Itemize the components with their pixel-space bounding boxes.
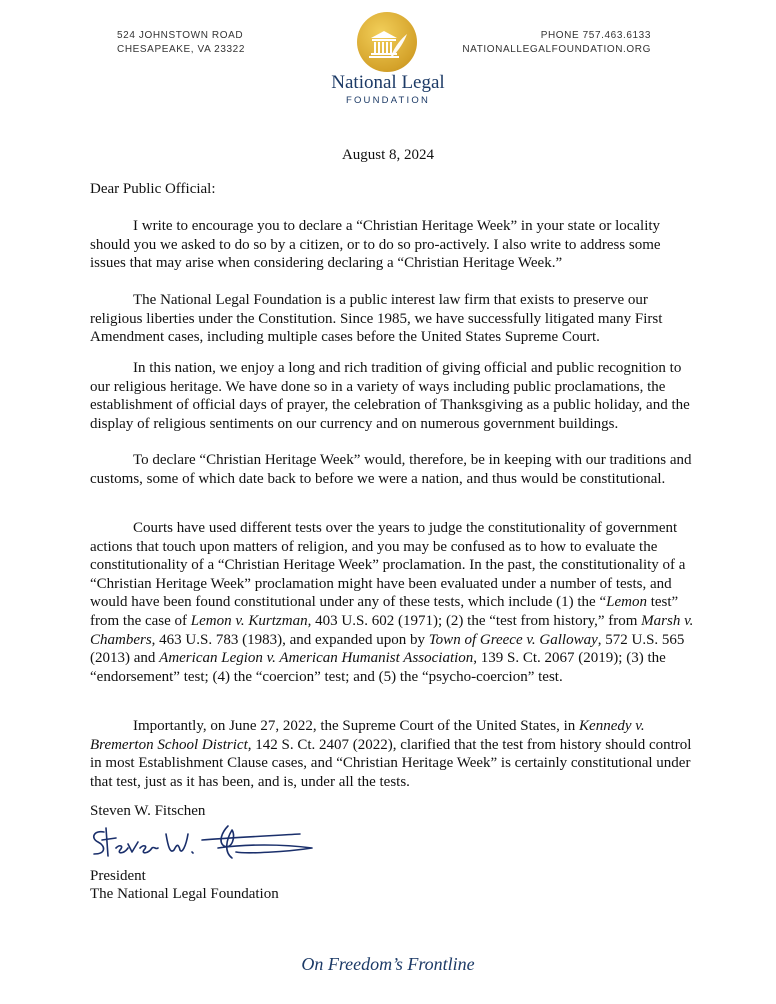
website-url: NATIONALLEGALFOUNDATION.ORG	[462, 44, 651, 55]
signatory-organization: The National Legal Foundation	[90, 886, 279, 902]
case-name: Lemon	[606, 594, 647, 611]
organization-subtitle: FOUNDATION	[345, 95, 431, 106]
letter-date: August 8, 2024	[341, 147, 435, 163]
signatory-title: President	[90, 868, 146, 884]
paragraph-1: I write to encourage you to declare a “Christian Heritage Week” in your state or locality should you we asked to do so by a citizen, or to do so pro-actively. I also write to address some issues that may arise when considering declaring a “Christian Heritage Week.”	[90, 218, 661, 272]
paragraph-3: In this nation, we enjoy a long and rich tradition of giving official and public recognition to our religious heritage. We have done so in a variety of ways including public proclamations, the establishment of official days of prayer, the celebration of Thanksgiving as a public holiday, and the display of religious sentiments on our currency and on numerous government buildings.	[90, 360, 690, 432]
paragraph-2: The National Legal Foundation is a public interest law firm that exists to preserve our religious liberties under the Constitution. Since 1985, we have successfully litigated many First Amendment cases, including multiple cases before the United States Supreme Court.	[90, 292, 663, 346]
organization-name: National Legal	[331, 72, 445, 93]
handwritten-signature	[86, 818, 316, 873]
address-city: CHESAPEAKE, VA 23322	[117, 44, 245, 55]
case-name: Town of Greece v. Galloway	[428, 631, 598, 648]
capitol-quill-icon	[357, 12, 417, 72]
salutation: Dear Public Official:	[90, 181, 216, 197]
foundation-seal-logo	[357, 12, 417, 72]
paragraph-6: Importantly, on June 27, 2022, the Supreme Court of the United States, in Kennedy v. Bremerton School District, 142 S. Ct. 2407 (2022), clarified that the test from history should control in most Establishment Clause cases, and “Christian Heritage Week” is certainly constitutional under that test, just as it has been, and is, under all the tests.	[90, 718, 692, 790]
phone-number: PHONE 757.463.6133	[540, 30, 651, 41]
paragraph-5: Courts have used different tests over the years to judge the constitutionality of government actions that touch upon matters of religion, and you may be confused as to how to evaluate the constitutionality of a “Christian Heritage Week” proclamation. In the past, the constitutionality of a “Christian Heritage Week” proclamation might have been evaluated under a number of tests, and would have been found constitutional under any of these tests, which include (1) the “Lemon test” from the case of Lemon v. Kurtzman, 403 U.S. 602 (1971); (2) the “test from history,” from Marsh v. Chambers, 463 U.S. 783 (1983), and expanded upon by Town of Greece v. Galloway, 572 U.S. 565 (2013) and American Legion v. American Humanist Association, 139 S. Ct. 2067 (2019); (3) the “endorsement” test; (4) the “coercion” test; and (5) the “psycho-coercion” test.	[90, 520, 694, 685]
footer-motto: On Freedom’s Frontline	[301, 954, 475, 974]
case-name: Marsh v. Chambers	[90, 612, 694, 648]
case-name: American Legion v. American Humanist Association	[159, 650, 474, 667]
letterhead-contact	[462, 29, 651, 57]
letterhead-address	[117, 29, 245, 57]
case-name: Kennedy v. Bremerton School District	[90, 718, 645, 753]
case-name: Lemon v. Kurtzman	[190, 612, 308, 629]
paragraph-4: To declare “Christian Heritage Week” would, therefore, be in keeping with our traditions and customs, some of which date back to before we were a nation, and thus would be constitutional.	[90, 452, 692, 487]
signatory-name: Steven W. Fitschen	[90, 803, 206, 819]
address-street: 524 JOHNSTOWN ROAD	[117, 30, 244, 41]
